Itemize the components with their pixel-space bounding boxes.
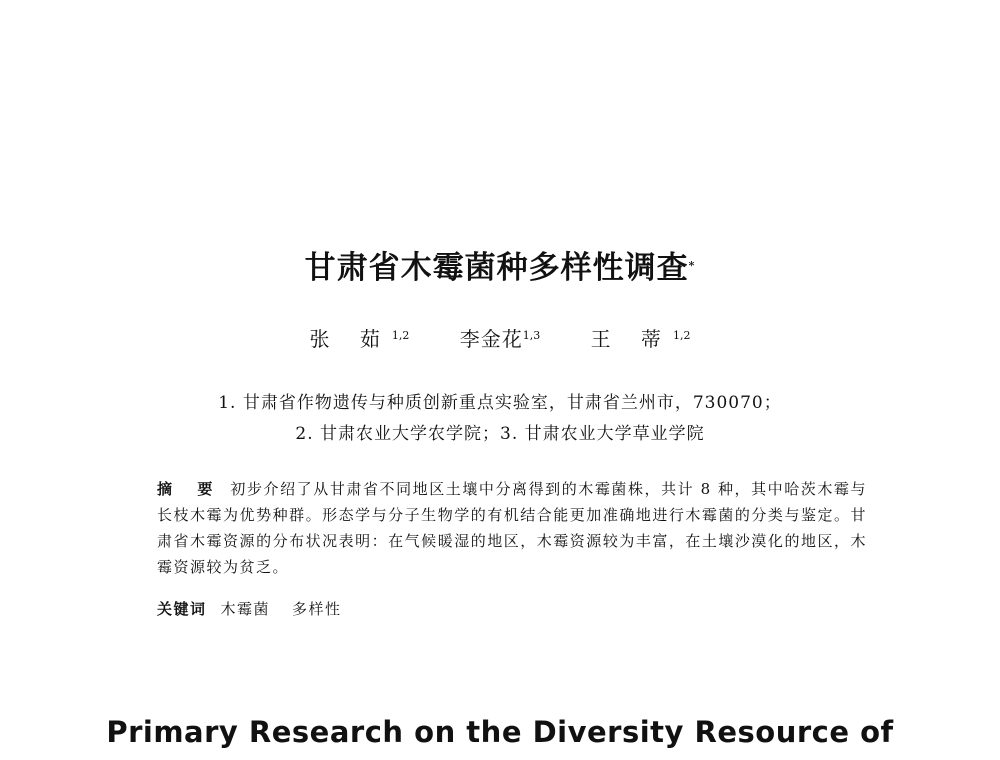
affiliation-line-1: 1. 甘肃省作物遗传与种质创新重点实验室，甘肃省兰州市，730070；: [218, 393, 782, 413]
paper-title-text: 甘肃省木霉菌种多样性调查: [304, 250, 689, 286]
abstract-text: 初步介绍了从甘肃省不同地区土壤中分离得到的木霉菌株，共计 8 种，其中哈茨木霉与长枝木霉为优势种群。形态学与分子生物学的有机结合能更加准确地进行木霉菌的分类与鉴定。甘肃省木霉资源的分布状况表明：在气候暖湿的地区，木霉资源较为丰富，在土壤沙漠化的地区，木霉资源较为贫乏。: [157, 480, 867, 576]
author-affiliation-mark: 1,2: [672, 329, 691, 342]
abstract: [157, 476, 867, 580]
keyword: 多样性: [292, 600, 342, 618]
author-affiliation-mark: 1,2: [391, 329, 410, 342]
keyword: 木霉菌: [220, 600, 271, 618]
author-list: [0, 326, 1000, 352]
author-name: 张 茹: [309, 327, 392, 351]
english-title: Primary Research on the Diversity Resource of: [106, 715, 894, 749]
paper-title: [0, 248, 1000, 288]
author-2: [460, 326, 541, 352]
author-name: 王 蒂: [590, 327, 673, 351]
abstract-label: 摘 要: [157, 480, 223, 498]
keywords: [157, 596, 364, 622]
author-1: [310, 326, 410, 352]
affiliation-line-2: 2. 甘肃农业大学农学院；3. 甘肃农业大学草业学院: [295, 424, 705, 444]
title-footnote-mark: *: [688, 259, 696, 272]
author-affiliation-mark: 1,3: [522, 329, 541, 342]
author-3: [591, 326, 691, 352]
author-name: 李金花: [459, 327, 523, 351]
keywords-label: 关键词: [157, 600, 207, 618]
